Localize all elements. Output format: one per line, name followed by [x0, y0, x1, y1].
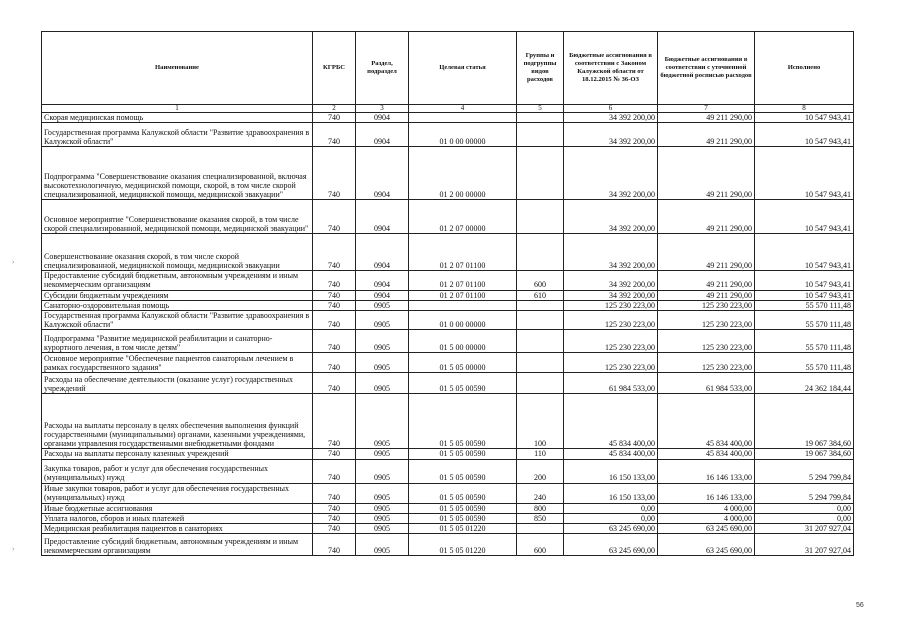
row-budget-updated: 4 000,00: [658, 513, 755, 523]
row-target: 01 0 00 00000: [409, 123, 517, 147]
row-kgrbs: 740: [313, 311, 356, 330]
column-number: 5: [517, 105, 564, 113]
row-kgrbs: 740: [313, 449, 356, 459]
row-kgrbs: 740: [313, 200, 356, 234]
row-group: 110: [517, 449, 564, 459]
row-target: 01 2 07 01100: [409, 271, 517, 290]
row-budget-law: 34 392 200,00: [564, 113, 658, 123]
row-budget-law: 63 245 690,00: [564, 534, 658, 556]
table-row: [42, 271, 854, 290]
row-section: 0905: [356, 513, 409, 523]
page-number: 56: [856, 602, 864, 609]
row-group: 850: [517, 513, 564, 523]
row-name: Уплата налогов, сборов и иных платежей: [42, 513, 313, 523]
row-executed: 10 547 943,41: [755, 271, 854, 290]
row-kgrbs: 740: [313, 459, 356, 483]
header-kgrbs: КГРБС: [313, 32, 356, 105]
row-target: 01 0 00 00000: [409, 311, 517, 330]
row-budget-law: 34 392 200,00: [564, 123, 658, 147]
row-target: 01 5 05 01220: [409, 534, 517, 556]
row-budget-updated: 49 211 290,00: [658, 113, 755, 123]
row-kgrbs: 740: [313, 373, 356, 394]
row-group: [517, 200, 564, 234]
row-kgrbs: 740: [313, 300, 356, 310]
table-body: [42, 113, 854, 556]
column-number: 2: [313, 105, 356, 113]
row-group: [517, 147, 564, 200]
row-kgrbs: 740: [313, 330, 356, 353]
margin-mark: ›: [12, 545, 15, 553]
row-section: 0905: [356, 524, 409, 534]
row-name: Иные бюджетные ассигнования: [42, 503, 313, 513]
row-budget-law: 45 834 400,00: [564, 394, 658, 449]
row-name: Расходы на выплаты персоналу в целях обеспечения выполнения функций государственными (муниципальными) органами, казенными учреждениями, органами управления государственными внебюджетными фондами: [42, 394, 313, 449]
table-row: [42, 353, 854, 373]
row-section: 0904: [356, 200, 409, 234]
row-budget-law: 16 150 133,00: [564, 459, 658, 483]
row-group: 600: [517, 271, 564, 290]
row-budget-law: 125 230 223,00: [564, 311, 658, 330]
row-budget-law: 34 392 200,00: [564, 234, 658, 271]
row-section: 0905: [356, 503, 409, 513]
row-kgrbs: 740: [313, 483, 356, 503]
row-executed: 10 547 943,41: [755, 234, 854, 271]
header-target: Целевая статья: [409, 32, 517, 105]
table-row: [42, 113, 854, 123]
header-section: Раздел, подраздел: [356, 32, 409, 105]
header-executed: Исполнено: [755, 32, 854, 105]
row-budget-law: 0,00: [564, 503, 658, 513]
row-kgrbs: 740: [313, 513, 356, 523]
row-executed: 10 547 943,41: [755, 113, 854, 123]
row-budget-updated: 125 230 223,00: [658, 353, 755, 373]
row-budget-law: 34 392 200,00: [564, 290, 658, 300]
row-kgrbs: 740: [313, 147, 356, 200]
table-row: [42, 534, 854, 556]
row-name: Расходы на обеспечение деятельности (оказание услуг) государственных учреждений: [42, 373, 313, 394]
row-group: [517, 330, 564, 353]
budget-table: [41, 31, 854, 556]
row-budget-law: 125 230 223,00: [564, 330, 658, 353]
row-name: Субсидии бюджетным учреждениям: [42, 290, 313, 300]
row-target: 01 2 07 01100: [409, 234, 517, 271]
row-budget-law: 45 834 400,00: [564, 449, 658, 459]
table-row: [42, 311, 854, 330]
column-number: 6: [564, 105, 658, 113]
row-section: 0905: [356, 449, 409, 459]
row-budget-updated: 49 211 290,00: [658, 234, 755, 271]
row-name: Подпрограмма "Развитие медицинской реабилитации и санаторно-курортного лечения, в том числе детям": [42, 330, 313, 353]
row-section: 0904: [356, 113, 409, 123]
row-group: [517, 353, 564, 373]
row-budget-law: 125 230 223,00: [564, 300, 658, 310]
row-target: 01 5 05 00590: [409, 483, 517, 503]
row-group: 800: [517, 503, 564, 513]
row-executed: 55 570 111,48: [755, 330, 854, 353]
row-executed: 0,00: [755, 503, 854, 513]
row-section: 0904: [356, 271, 409, 290]
row-budget-updated: 49 211 290,00: [658, 290, 755, 300]
row-group: 240: [517, 483, 564, 503]
table-row: [42, 373, 854, 394]
row-target: 01 2 07 01100: [409, 290, 517, 300]
row-target: 01 2 00 00000: [409, 147, 517, 200]
row-section: 0904: [356, 234, 409, 271]
row-group: [517, 524, 564, 534]
row-section: 0905: [356, 300, 409, 310]
row-budget-updated: 63 245 690,00: [658, 524, 755, 534]
table-row: [42, 524, 854, 534]
table-header-row: [42, 32, 854, 105]
row-kgrbs: 740: [313, 123, 356, 147]
row-target: 01 5 05 01220: [409, 524, 517, 534]
row-target: 01 5 05 00590: [409, 513, 517, 523]
row-section: 0905: [356, 311, 409, 330]
table-row: [42, 147, 854, 200]
header-budget-law: Бюджетные ассигнования в соответствии с Законом Калужской области от 18.12.2015 № 36-ОЗ: [564, 32, 658, 105]
row-section: 0904: [356, 290, 409, 300]
row-target: 01 2 07 00000: [409, 200, 517, 234]
row-budget-law: 16 150 133,00: [564, 483, 658, 503]
row-budget-law: 0,00: [564, 513, 658, 523]
margin-mark: ›: [12, 258, 15, 266]
row-target: 01 5 05 00590: [409, 394, 517, 449]
row-group: [517, 373, 564, 394]
table-row: [42, 123, 854, 147]
row-target: 01 5 00 00000: [409, 330, 517, 353]
column-number: 7: [658, 105, 755, 113]
row-budget-updated: 49 211 290,00: [658, 147, 755, 200]
row-kgrbs: 740: [313, 113, 356, 123]
row-name: Основное мероприятие "Совершенствование оказания скорой, в том числе скорой специализированной, медицинской помощи, медицинской эвакуации": [42, 200, 313, 234]
row-group: [517, 234, 564, 271]
row-target: [409, 300, 517, 310]
column-number-row: [42, 105, 854, 113]
header-group: Группы и подгруппы видов расходов: [517, 32, 564, 105]
header-budget-updated: Бюджетные ассигнования в соответствии с уточненной бюджетной росписью расходов: [658, 32, 755, 105]
row-target: 01 5 05 00590: [409, 459, 517, 483]
row-executed: 31 207 927,04: [755, 534, 854, 556]
row-name: Государственная программа Калужской области "Развитие здравоохранения в Калужской области": [42, 123, 313, 147]
row-name: Иные закупки товаров, работ и услуг для обеспечения государственных (муниципальных) нужд: [42, 483, 313, 503]
row-executed: 10 547 943,41: [755, 290, 854, 300]
row-group: 610: [517, 290, 564, 300]
row-name: Медицинская реабилитация пациентов в санаториях: [42, 524, 313, 534]
row-executed: 10 547 943,41: [755, 200, 854, 234]
row-kgrbs: 740: [313, 503, 356, 513]
row-name: Предоставление субсидий бюджетным, автономным учреждениям и иным некоммерческим организациям: [42, 271, 313, 290]
row-section: 0904: [356, 123, 409, 147]
row-group: 200: [517, 459, 564, 483]
row-section: 0905: [356, 534, 409, 556]
row-section: 0905: [356, 353, 409, 373]
row-budget-updated: 45 834 400,00: [658, 449, 755, 459]
table-row: [42, 290, 854, 300]
table-row: [42, 330, 854, 353]
row-target: 01 5 05 00590: [409, 373, 517, 394]
row-executed: 19 067 384,60: [755, 394, 854, 449]
table-row: [42, 449, 854, 459]
row-budget-law: 61 984 533,00: [564, 373, 658, 394]
row-target: 01 5 05 00590: [409, 503, 517, 513]
row-group: [517, 113, 564, 123]
row-name: Основное мероприятие "Обеспечение пациентов санаторным лечением в рамках государственного задания": [42, 353, 313, 373]
table-row: [42, 300, 854, 310]
row-budget-law: 125 230 223,00: [564, 353, 658, 373]
row-group: [517, 311, 564, 330]
row-section: 0905: [356, 459, 409, 483]
row-executed: 55 570 111,48: [755, 353, 854, 373]
row-kgrbs: 740: [313, 534, 356, 556]
column-number: 1: [42, 105, 313, 113]
column-number: 3: [356, 105, 409, 113]
header-name: Наименование: [42, 32, 313, 105]
table-row: [42, 483, 854, 503]
row-budget-updated: 49 211 290,00: [658, 200, 755, 234]
row-name: Скорая медицинская помощь: [42, 113, 313, 123]
row-name: Подпрограмма "Совершенствование оказания специализированной, включая высокотехнологичную, медицинской помощи, скорой, в том числе скорой специализированной, медицинской помощи, медицинской эвакуации": [42, 147, 313, 200]
row-budget-updated: 4 000,00: [658, 503, 755, 513]
row-executed: 5 294 799,84: [755, 483, 854, 503]
row-budget-law: 34 392 200,00: [564, 147, 658, 200]
row-kgrbs: 740: [313, 394, 356, 449]
row-executed: 0,00: [755, 513, 854, 523]
row-section: 0905: [356, 373, 409, 394]
row-section: 0904: [356, 147, 409, 200]
row-name: Предоставление субсидий бюджетным, автономным учреждениям и иным некоммерческим организациям: [42, 534, 313, 556]
row-budget-updated: 16 146 133,00: [658, 483, 755, 503]
row-name: Закупка товаров, работ и услуг для обеспечения государственных (муниципальных) нужд: [42, 459, 313, 483]
table-row: [42, 503, 854, 513]
row-executed: 10 547 943,41: [755, 123, 854, 147]
row-budget-updated: 125 230 223,00: [658, 300, 755, 310]
row-budget-updated: 45 834 400,00: [658, 394, 755, 449]
table-row: [42, 459, 854, 483]
row-group: [517, 300, 564, 310]
row-target: 01 5 05 00000: [409, 353, 517, 373]
row-group: 600: [517, 534, 564, 556]
row-name: Совершенствование оказания скорой, в том числе скорой специализированной, медицинской помощи, медицинской эвакуации: [42, 234, 313, 271]
row-group: [517, 123, 564, 147]
row-budget-law: 34 392 200,00: [564, 271, 658, 290]
row-kgrbs: 740: [313, 524, 356, 534]
row-executed: 55 570 111,48: [755, 300, 854, 310]
row-executed: 5 294 799,84: [755, 459, 854, 483]
row-name: Государственная программа Калужской области "Развитие здравоохранения в Калужской области": [42, 311, 313, 330]
table-row: [42, 234, 854, 271]
row-budget-updated: 16 146 133,00: [658, 459, 755, 483]
row-kgrbs: 740: [313, 290, 356, 300]
row-executed: 55 570 111,48: [755, 311, 854, 330]
row-budget-updated: 125 230 223,00: [658, 330, 755, 353]
row-executed: 24 362 184,44: [755, 373, 854, 394]
row-budget-updated: 61 984 533,00: [658, 373, 755, 394]
table-row: [42, 394, 854, 449]
row-target: 01 5 05 00590: [409, 449, 517, 459]
row-section: 0905: [356, 394, 409, 449]
column-number: 8: [755, 105, 854, 113]
row-budget-law: 63 245 690,00: [564, 524, 658, 534]
row-section: 0905: [356, 483, 409, 503]
table-row: [42, 200, 854, 234]
row-budget-updated: 49 211 290,00: [658, 123, 755, 147]
row-target: [409, 113, 517, 123]
column-number: 4: [409, 105, 517, 113]
row-executed: 10 547 943,41: [755, 147, 854, 200]
row-budget-updated: 125 230 223,00: [658, 311, 755, 330]
row-group: 100: [517, 394, 564, 449]
row-executed: 19 067 384,60: [755, 449, 854, 459]
row-executed: 31 207 927,04: [755, 524, 854, 534]
row-budget-updated: 49 211 290,00: [658, 271, 755, 290]
row-name: Санаторно-оздоровительная помощь: [42, 300, 313, 310]
row-kgrbs: 740: [313, 271, 356, 290]
row-section: 0905: [356, 330, 409, 353]
table-row: [42, 513, 854, 523]
row-budget-law: 34 392 200,00: [564, 200, 658, 234]
row-kgrbs: 740: [313, 234, 356, 271]
row-budget-updated: 63 245 690,00: [658, 534, 755, 556]
row-kgrbs: 740: [313, 353, 356, 373]
row-name: Расходы на выплаты персоналу казенных учреждений: [42, 449, 313, 459]
